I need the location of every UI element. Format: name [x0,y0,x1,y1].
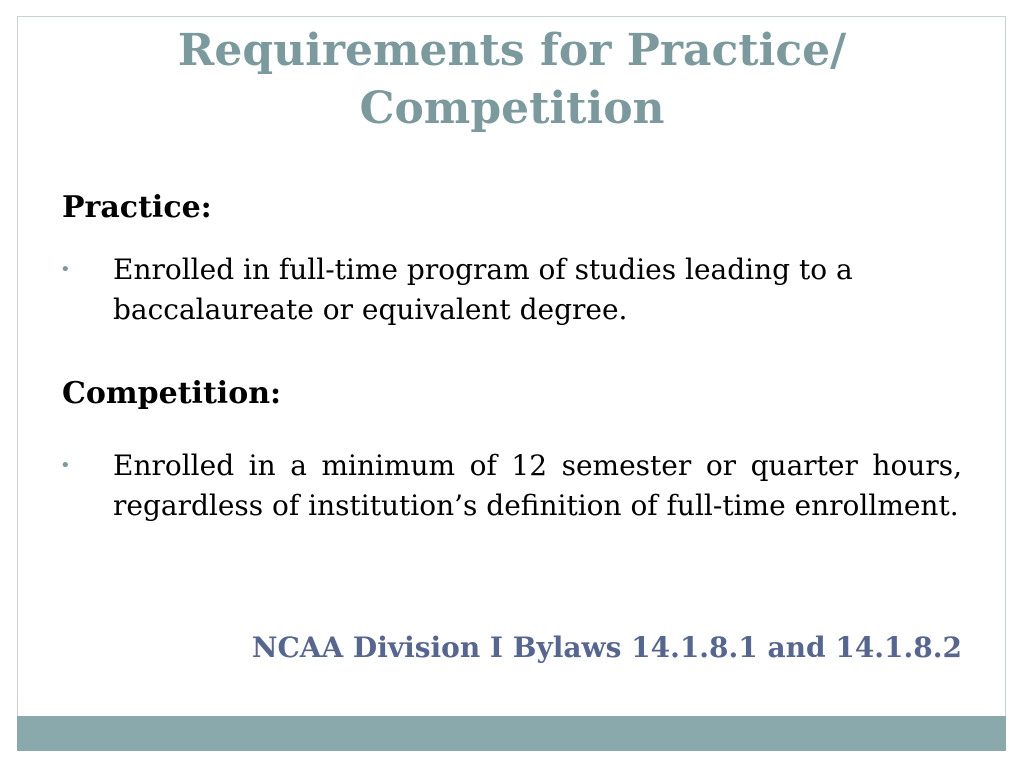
slide-title: Requirements for Practice/ Competition [177,25,847,134]
practice-heading: Practice: [62,190,212,225]
bullet-icon: • [60,455,71,476]
competition-bullet-item [60,446,962,526]
bullet-icon: • [60,259,71,280]
bylaw-citation: NCAA Division I Bylaws 14.1.8.1 and 14.1.8.2 [251,631,962,664]
competition-heading: Competition: [62,376,282,411]
footer-band [17,716,1006,751]
competition-requirement-text: Enrolled in a minimum of 12 semester or quarter hours, regardless of institution’s definition of full-time enrollment. [113,449,962,522]
practice-bullet-item [60,250,962,330]
practice-requirement-text: Enrolled in full-time program of studies leading to a baccalaureate or equivalent degree. [113,253,853,326]
